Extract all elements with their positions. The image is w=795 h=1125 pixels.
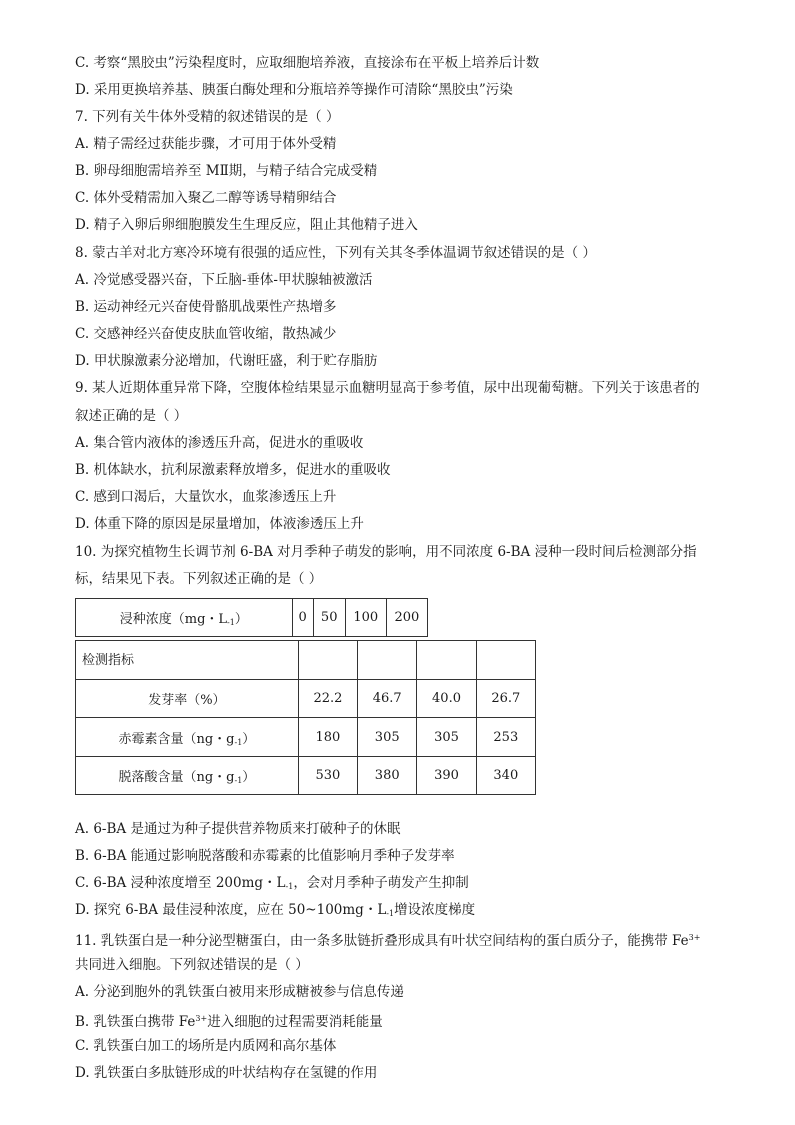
q11-option-b: B. 乳铁蛋白携带 $Fe^{3+}$进入细胞的过程需要消耗能量 bbox=[75, 1014, 383, 1030]
concentration-50: 50 bbox=[313, 599, 345, 637]
table-cell bbox=[358, 641, 417, 680]
table-cell bbox=[298, 641, 357, 680]
table-row bbox=[76, 757, 536, 795]
concentration-label: 浸种浓度（mg・$L_{-1}$） bbox=[76, 599, 293, 637]
table-cell: 390 bbox=[417, 757, 476, 795]
q11-option-a: A. 分泌到胞外的乳铁蛋白被用来形成糖被参与信息传递 bbox=[75, 984, 404, 1000]
table-cell: 340 bbox=[476, 757, 535, 795]
table-row bbox=[76, 718, 536, 757]
q10-option-d: D. 探究 6-BA 最佳浸种浓度，应在 50~100mg・$L_{-1}$增设浓度梯度 bbox=[75, 902, 476, 918]
q10-stem-cont: 标，结果见下表。下列叙述正确的是（ ） bbox=[75, 571, 323, 587]
q7-option-c: C. 体外受精需加入聚乙二醇等诱导精卵结合 bbox=[75, 190, 337, 206]
q7-stem: 7. 下列有关牛体外受精的叙述错误的是（ ） bbox=[75, 109, 340, 125]
q8-option-d: D. 甲状腺激素分泌增加，代谢旺盛，利于贮存脂肪 bbox=[75, 353, 378, 369]
concentration-100: 100 bbox=[345, 599, 386, 637]
gibberellin-label: 赤霉素含量（ng・$g_{-1}$） bbox=[76, 718, 299, 757]
table-cell: 380 bbox=[358, 757, 417, 795]
q11-option-d: D. 乳铁蛋白多肽链形成的叶状结构存在氢键的作用 bbox=[75, 1065, 378, 1081]
q7-option-a: A. 精子需经过获能步骤，才可用于体外受精 bbox=[75, 136, 337, 152]
q8-stem: 8. 蒙古羊对北方寒冷环境有很强的适应性，下列有关其冬季体温调节叙述错误的是（ ） bbox=[75, 245, 596, 261]
q9-stem-cont: 叙述正确的是（ ） bbox=[75, 408, 188, 424]
concentration-table bbox=[75, 598, 428, 637]
table-cell: 530 bbox=[298, 757, 357, 795]
table-cell: 180 bbox=[298, 718, 357, 757]
q10-option-a: A. 6-BA 是通过为种子提供营养物质来打破种子的休眠 bbox=[75, 821, 401, 837]
table-cell bbox=[417, 641, 476, 680]
table-cell: 305 bbox=[358, 718, 417, 757]
q7-option-d: D. 精子入卵后卵细胞膜发生生理反应，阻止其他精子进入 bbox=[75, 217, 418, 233]
table-cell: 26.7 bbox=[476, 680, 535, 718]
q10-option-b: B. 6-BA 能通过影响脱落酸和赤霉素的比值影响月季种子发芽率 bbox=[75, 848, 455, 864]
table-cell: 305 bbox=[417, 718, 476, 757]
q10-stem: 10. 为探究植物生长调节剂 6-BA 对月季种子萌发的影响，用不同浓度 6-BA 浸种一段时间后检测部分指 bbox=[75, 544, 697, 560]
table-cell: 22.2 bbox=[298, 680, 357, 718]
q9-option-b: B. 机体缺水，抗利尿激素释放增多，促进水的重吸收 bbox=[75, 462, 391, 478]
concentration-200: 200 bbox=[386, 599, 427, 637]
q7-option-b: B. 卵母细胞需培养至 MⅡ期，与精子结合完成受精 bbox=[75, 163, 378, 179]
q8-option-c: C. 交感神经兴奋使皮肤血管收缩，散热减少 bbox=[75, 326, 337, 342]
q11-option-c: C. 乳铁蛋白加工的场所是内质网和高尔基体 bbox=[75, 1038, 337, 1054]
concentration-0: 0 bbox=[292, 599, 313, 637]
q10-option-c: C. 6-BA 浸种浓度增至 200mg・$L_{-1}$，会对月季种子萌发产生抑制 bbox=[75, 875, 469, 891]
measurement-table bbox=[75, 640, 536, 795]
q9-option-d: D. 体重下降的原因是尿量增加，体液渗透压上升 bbox=[75, 516, 364, 532]
table-cell: 46.7 bbox=[358, 680, 417, 718]
q9-option-a: A. 集合管内液体的渗透压升高，促进水的重吸收 bbox=[75, 435, 364, 451]
table-cell bbox=[476, 641, 535, 680]
table-cell: 40.0 bbox=[417, 680, 476, 718]
table-row bbox=[76, 641, 536, 680]
q9-stem: 9. 某人近期体重异常下降，空腹体检结果显示血糖明显高于参考值，尿中出现葡萄糖。下列关于该患者的 bbox=[75, 380, 700, 396]
q11-stem: 11. 乳铁蛋白是一种分泌型糖蛋白，由一条多肽链折叠形成具有叶状空间结构的蛋白质分子，能携带 $Fe^{3+}$ bbox=[75, 933, 701, 949]
table-row bbox=[76, 680, 536, 718]
q8-option-a: A. 冷觉感受器兴奋，下丘脑-垂体-甲状腺轴被激活 bbox=[75, 272, 373, 288]
abscisic-acid-label: 脱落酸含量（ng・$g_{-1}$） bbox=[76, 757, 299, 795]
germination-rate-label: 发芽率（%） bbox=[76, 680, 299, 718]
q6-option-c: C. 考察“黑胶虫”污染程度时，应取细胞培养液，直接涂布在平板上培养后计数 bbox=[75, 55, 540, 71]
table-cell: 253 bbox=[476, 718, 535, 757]
q6-option-d: D. 采用更换培养基、胰蛋白酶处理和分瓶培养等操作可清除“黑胶虫”污染 bbox=[75, 82, 513, 98]
q9-option-c: C. 感到口渴后，大量饮水，血浆渗透压上升 bbox=[75, 489, 337, 505]
indicator-header: 检测指标 bbox=[76, 641, 299, 680]
q11-stem-cont: 共同进入细胞。下列叙述错误的是（ ） bbox=[75, 957, 309, 973]
q8-option-b: B. 运动神经元兴奋使骨骼肌战栗性产热增多 bbox=[75, 299, 337, 315]
